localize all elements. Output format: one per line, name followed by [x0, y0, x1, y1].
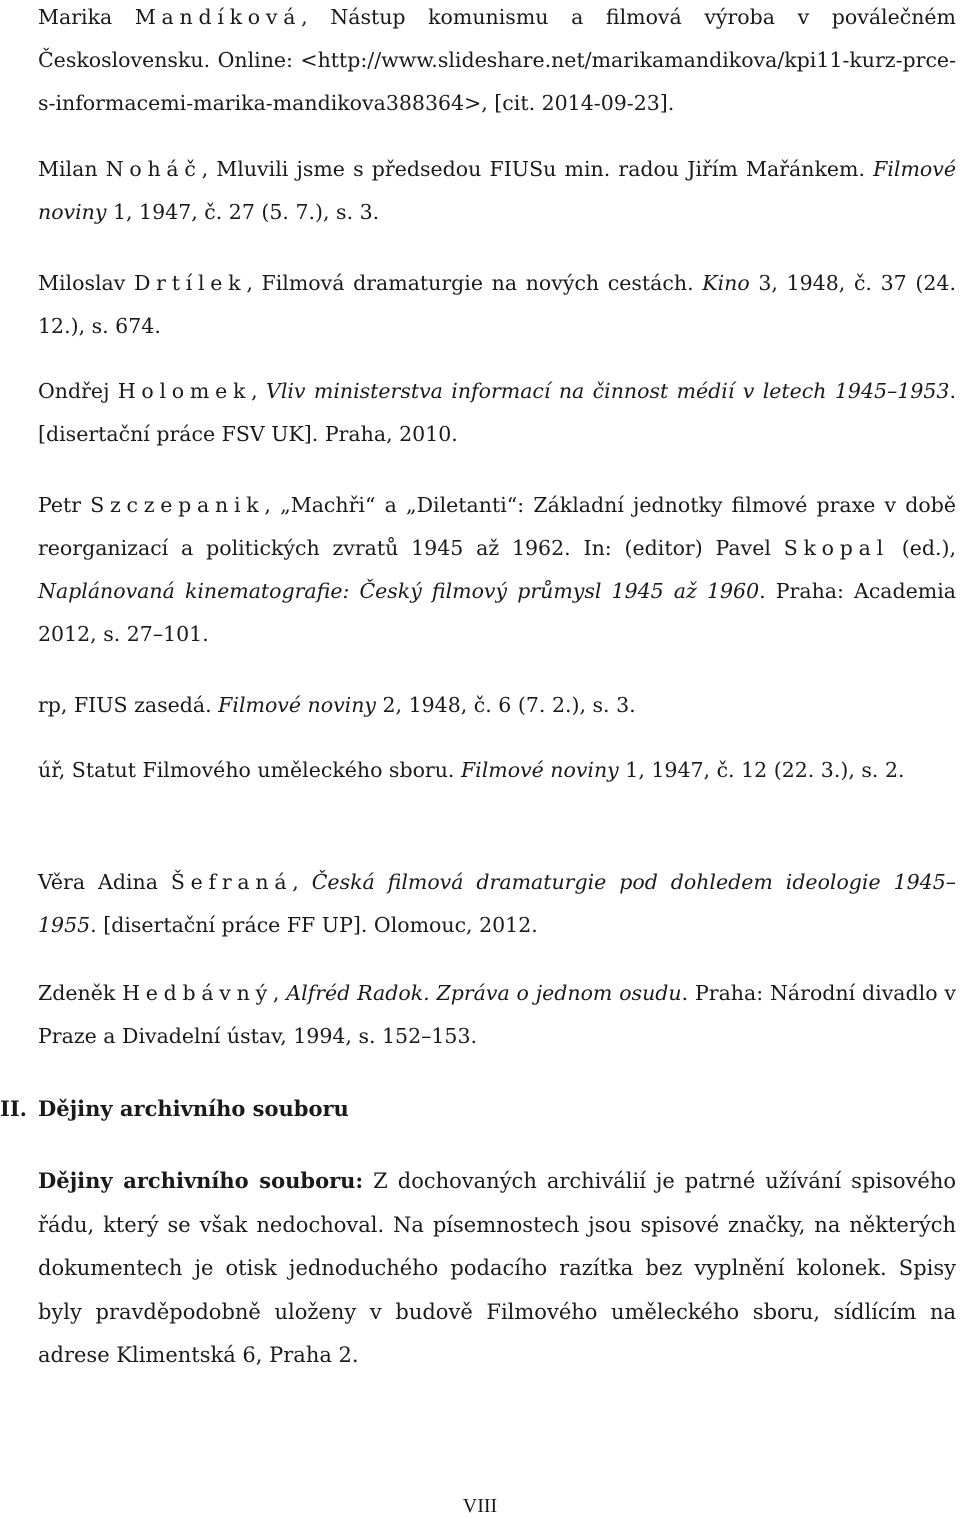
reference-title: rp, FIUS zasedá. [38, 693, 219, 717]
author-first-name: Ondřej [38, 379, 110, 403]
book-title: Naplánovaná kinematografie: Český filmový průmysl 1945 až 1960 [38, 579, 760, 603]
reference-rp [38, 684, 956, 727]
reference-text: 2, 1948, č. 6 (7. 2.), s. 3. [376, 693, 636, 717]
reference-text: . Praha: Národní divadlo v Praze a Divadelní ústav, 1994, s. 152–153. [38, 981, 956, 1048]
paragraph-text: Z dochovaných archiválií je patrné užívání spisového řádu, který se však nedochoval. Na písemnostech jsou spisové značky, na některých dokumentech je otisk jednoduchého podacího razítka bez vyplnění kolonek. Spisy byly pravděpodobně uloženy v budově Filmového uměleckého sboru, sídlícím na adrese Klimentská 6, Praha 2. [38, 1169, 956, 1367]
page-number: VIII [462, 1495, 498, 1517]
author-last-name: Szczepanik [90, 493, 265, 517]
reference-text: (ed.), [888, 536, 956, 560]
reference-text: . Praha: Academia 2012, s. 27–101. [38, 579, 956, 646]
author-last-name: Šefraná [170, 870, 293, 894]
author-first-name: Petr [38, 493, 82, 517]
journal-name: Filmové noviny [38, 157, 956, 224]
reference-drtilek [38, 262, 956, 348]
reference-title: úř, Statut Filmového uměleckého sboru. [38, 758, 461, 782]
reference-text: . [disertační práce FF UP]. Olomouc, 2012. [90, 913, 538, 937]
author-last-name: Holomek [117, 379, 252, 403]
journal-name: Kino [702, 271, 750, 295]
separator: , [292, 870, 312, 894]
journal-name: Filmové noviny [218, 693, 376, 717]
reference-holomek [38, 370, 956, 456]
author-first-name: Zdeněk [38, 981, 116, 1005]
body-paragraph [38, 1159, 956, 1378]
paragraph-lead: Dějiny archivního souboru: [38, 1168, 364, 1193]
reference-hedbavny [38, 972, 956, 1058]
separator: , [272, 981, 287, 1005]
reference-title: Vliv ministerstva informací na činnost médií v letech 1945–1953 [266, 379, 950, 403]
author-first-name: Marika [38, 5, 113, 29]
reference-text: . [disertační práce FSV UK]. Praha, 2010. [38, 379, 956, 446]
reference-ur [38, 749, 956, 792]
author-last-name: Mandíková [134, 5, 302, 29]
author-first-name: Milan [38, 157, 98, 181]
section-title: Dějiny archivního souboru [38, 1096, 349, 1121]
reference-szczepanik [38, 484, 956, 656]
reference-title: Česká filmová dramaturgie pod dohledem ideologie 1945–1955 [38, 870, 956, 937]
author-last-name: Drtílek [134, 271, 247, 295]
reference-title: , Filmová dramaturgie na nových cestách. [246, 271, 703, 295]
reference-text: 1, 1947, č. 12 (22. 3.), s. 2. [618, 758, 905, 782]
author-first-name: Věra Adina [38, 870, 158, 894]
reference-title: , „Machři“ a „Diletanti“: Základní jednotky filmové praxe v době reorganizací a politických zvratů 1945 až 1962. In: (editor) Pavel [38, 493, 956, 560]
author-last-name: Noháč [105, 157, 202, 181]
journal-name: Filmové noviny [460, 758, 619, 782]
reference-mandikova [38, 0, 956, 125]
reference-title: , Mluvili jsme s předsedou FIUSu min. radou Jiřím Mařánkem. [201, 157, 874, 181]
reference-text: 1, 1947, č. 27 (5. 7.), s. 3. [106, 200, 380, 224]
section-heading [0, 1087, 349, 1130]
reference-title: Alfréd Radok. Zpráva o jednom osudu [286, 981, 682, 1005]
author-last-name: Hedbávný [122, 981, 273, 1005]
separator: , [251, 379, 267, 403]
author-first-name: Miloslav [38, 271, 126, 295]
reference-text: , Nástup komunismu a filmová výroba v poválečném Československu. Online: <http://www.slideshare.net/marikamandikova/kpi11-kurz-prce-s-informacemi-marika-mandikova388364>, [cit. 2014-09-23]. [38, 5, 956, 115]
editor-last-name: Skopal [783, 536, 889, 560]
reference-nohac [38, 148, 956, 234]
reference-sefrana [38, 861, 956, 947]
reference-text: 3, 1948, č. 37 (24. 12.), s. 674. [38, 271, 956, 338]
section-number: II. [0, 1096, 27, 1121]
